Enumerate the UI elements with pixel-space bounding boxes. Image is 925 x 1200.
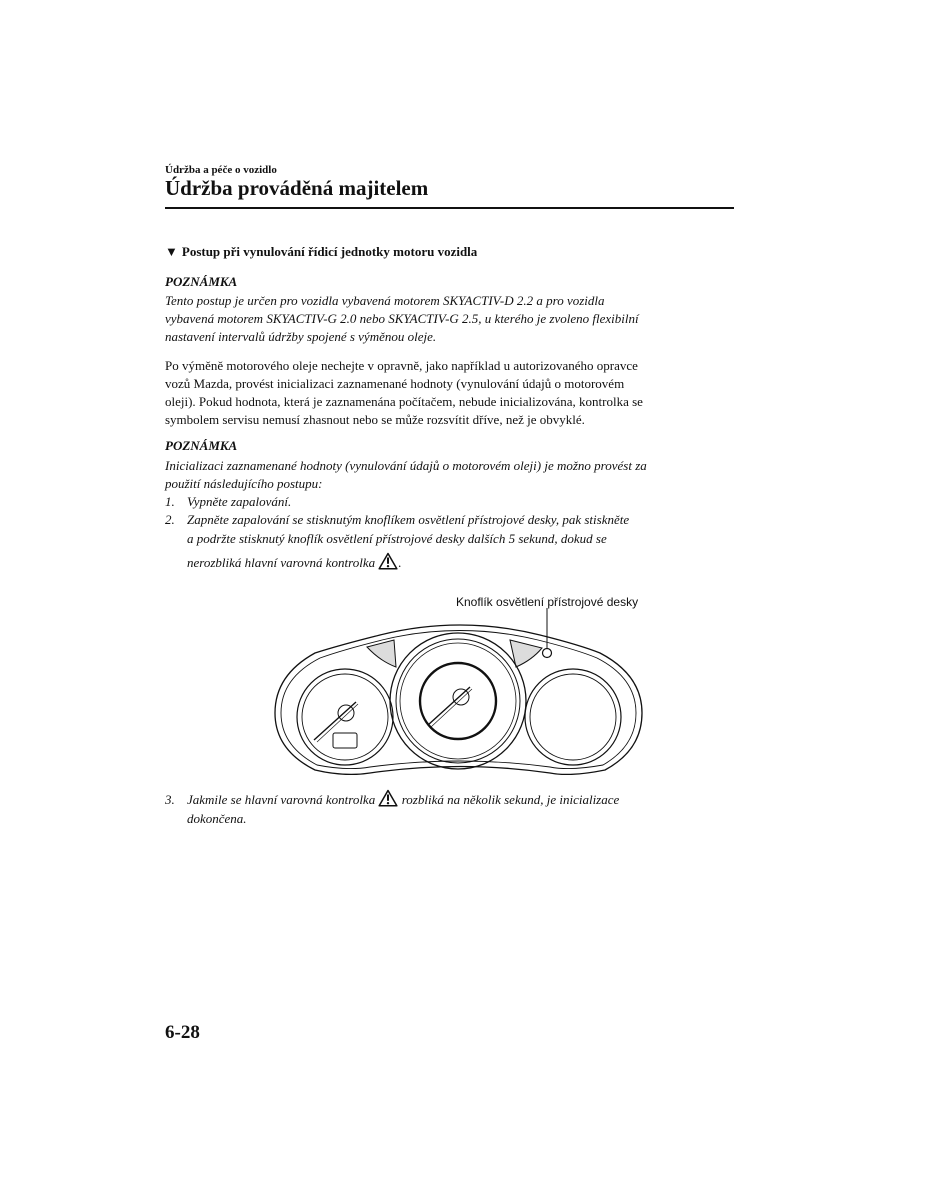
paragraph-line: symbolem servisu nemusí zhasnout nebo se může rozsvítit dříve, než je obvyklé. <box>165 412 585 427</box>
step-text: a podržte stisknutý knoflík osvětlení přístrojové desky dalších 5 sekund, dokud se <box>187 530 607 546</box>
step-text: Zapněte zapalování se stisknutým knoflíkem osvětlení přístrojové desky, pak stiskněte <box>187 512 630 527</box>
note-line: nastavení intervalů údržby spojené s výměnou oleje. <box>165 329 437 344</box>
step-text-end: . <box>398 555 402 570</box>
section-label: Údržba a péče o vozidlo <box>165 164 277 176</box>
left-gauge-needle-outline <box>317 704 358 742</box>
right-gauge-face <box>530 674 616 760</box>
left-gauge <box>297 669 393 765</box>
list-item-step-1 <box>165 493 291 512</box>
note-line: vybavená motorem SKYACTIV-G 2.0 nebo SKYACTIV-G 2.5, u kterého je zvoleno flexibilní <box>165 311 639 326</box>
center-gauge-needle <box>428 687 470 725</box>
callout-label: Knoflík osvětlení přístrojové desky <box>456 595 639 609</box>
instrument-cluster-diagram <box>270 605 645 775</box>
left-gauge-display <box>333 733 357 748</box>
center-gauge-ring-inner <box>400 643 516 759</box>
note-label: POZNÁMKA <box>165 274 238 289</box>
step-text-last <box>165 552 629 573</box>
note-label: POZNÁMKA <box>165 438 238 453</box>
cluster-outer-bezel <box>275 625 642 774</box>
left-indicator-shape <box>367 640 396 667</box>
step-text: Jakmile se hlavní varovná kontrolka <box>187 792 376 807</box>
note-line: Tento postup je určen pro vozidla vybavená motorem SKYACTIV-D 2.2 a pro vozidla <box>165 293 605 308</box>
center-gauge-hub <box>453 689 469 705</box>
center-gauge-dial <box>420 663 496 739</box>
paragraph-line: vozů Mazda, provést inicializaci zaznamenané hodnoty (vynulování údajů o motorovém <box>165 376 625 391</box>
warning-triangle-icon <box>378 552 398 570</box>
right-gauge <box>525 669 621 765</box>
triangle-marker-icon: ▼ <box>165 244 178 259</box>
step-text: rozbliká na několik sekund, je inicializace <box>401 792 620 807</box>
center-gauge-needle-outline <box>431 689 472 727</box>
left-gauge-needle <box>314 702 356 740</box>
step-text: dokončena. <box>187 810 247 826</box>
note-text <box>165 292 740 346</box>
left-gauge-face <box>302 674 388 760</box>
list-item-step-2 <box>165 511 629 573</box>
step-number: 1. <box>165 494 175 509</box>
title-rule <box>165 207 734 209</box>
step-number: 3. <box>165 792 175 807</box>
step-text: nerozbliká hlavní varovná kontrolka <box>187 555 376 570</box>
left-gauge-hub <box>338 705 354 721</box>
illumination-knob-icon <box>543 649 552 658</box>
paragraph-line: oleji). Pokud hodnota, která je zaznamenána počítačem, nebude inicializována, kontrolka se <box>165 394 643 409</box>
step-number: 2. <box>165 512 175 527</box>
body-paragraph <box>165 357 740 429</box>
note-line: Inicializaci zaznamenané hodnoty (vynulování údajů o motorovém oleji) je možno provést za <box>165 458 647 473</box>
center-gauge-ring <box>396 639 520 763</box>
page-title: Údržba prováděná majitelem <box>165 176 429 200</box>
list-item-step-3 <box>165 789 619 828</box>
paragraph-line: Po výměně motorového oleje nechejte v opravně, jako například u autorizovaného opravce <box>165 358 638 373</box>
warning-triangle-icon <box>378 789 398 807</box>
note-text <box>165 457 740 493</box>
subheading-text: Postup při vynulování řídicí jednotky motoru vozidla <box>181 244 478 259</box>
step-text: Vypněte zapalování. <box>187 494 292 509</box>
page-number: 6-28 <box>165 1022 200 1043</box>
center-gauge-outer <box>390 633 526 769</box>
note-line: použití následujícího postupu: <box>165 476 323 491</box>
subheading <box>165 244 477 260</box>
